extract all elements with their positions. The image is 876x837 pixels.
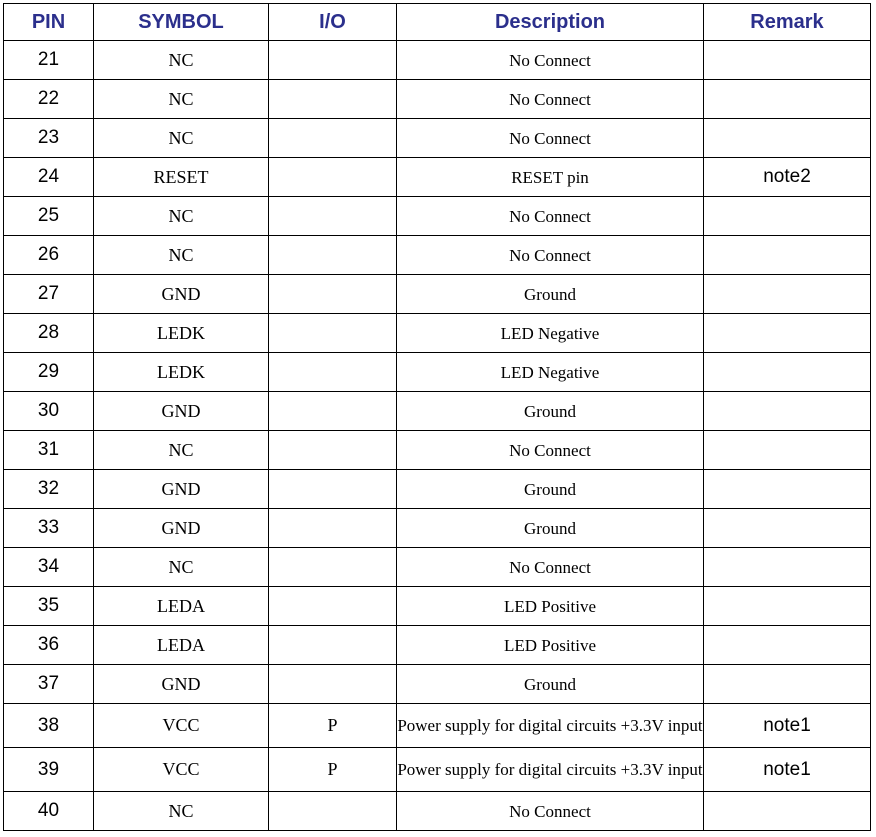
cell-description: No Connect (397, 792, 704, 831)
pin-definition-table (3, 3, 871, 831)
cell-remark (704, 626, 871, 665)
table-body (4, 41, 871, 831)
cell-io (269, 158, 397, 197)
cell-description: LED Negative (397, 314, 704, 353)
table-row (4, 792, 871, 831)
cell-io (269, 119, 397, 158)
cell-symbol: LEDK (94, 353, 269, 392)
cell-io (269, 548, 397, 587)
cell-remark (704, 470, 871, 509)
cell-remark: note1 (704, 704, 871, 748)
cell-symbol: GND (94, 665, 269, 704)
cell-description: No Connect (397, 236, 704, 275)
cell-symbol: GND (94, 275, 269, 314)
cell-symbol: GND (94, 392, 269, 431)
cell-remark (704, 792, 871, 831)
cell-remark (704, 80, 871, 119)
cell-description: RESET pin (397, 158, 704, 197)
cell-io (269, 275, 397, 314)
header-remark: Remark (704, 4, 871, 41)
cell-symbol: VCC (94, 748, 269, 792)
cell-description: No Connect (397, 80, 704, 119)
cell-remark (704, 548, 871, 587)
header-symbol: SYMBOL (94, 4, 269, 41)
table-row (4, 587, 871, 626)
cell-pin: 33 (4, 509, 94, 548)
cell-io (269, 80, 397, 119)
cell-symbol: NC (94, 431, 269, 470)
cell-pin: 37 (4, 665, 94, 704)
cell-description: Power supply for digital circuits +3.3V input (397, 748, 704, 792)
cell-pin: 40 (4, 792, 94, 831)
cell-description: Ground (397, 470, 704, 509)
table-row (4, 41, 871, 80)
table-row (4, 704, 871, 748)
cell-remark: note1 (704, 748, 871, 792)
cell-description: No Connect (397, 431, 704, 470)
cell-io (269, 236, 397, 275)
cell-description: Ground (397, 509, 704, 548)
table-row (4, 158, 871, 197)
header-io: I/O (269, 4, 397, 41)
table-row (4, 548, 871, 587)
cell-remark (704, 236, 871, 275)
cell-io (269, 41, 397, 80)
cell-description: No Connect (397, 119, 704, 158)
cell-symbol: LEDA (94, 587, 269, 626)
cell-symbol: GND (94, 509, 269, 548)
table-row (4, 626, 871, 665)
cell-remark (704, 587, 871, 626)
cell-io (269, 626, 397, 665)
cell-io: P (269, 748, 397, 792)
cell-pin: 27 (4, 275, 94, 314)
cell-pin: 23 (4, 119, 94, 158)
cell-symbol: RESET (94, 158, 269, 197)
cell-pin: 31 (4, 431, 94, 470)
cell-symbol: NC (94, 236, 269, 275)
cell-description: No Connect (397, 197, 704, 236)
cell-symbol: VCC (94, 704, 269, 748)
cell-pin: 25 (4, 197, 94, 236)
cell-io (269, 353, 397, 392)
cell-remark (704, 197, 871, 236)
cell-description: No Connect (397, 548, 704, 587)
cell-description: LED Positive (397, 587, 704, 626)
cell-io (269, 470, 397, 509)
header-pin: PIN (4, 4, 94, 41)
cell-io (269, 197, 397, 236)
cell-symbol: NC (94, 197, 269, 236)
table-row (4, 431, 871, 470)
cell-remark (704, 314, 871, 353)
cell-pin: 21 (4, 41, 94, 80)
cell-remark (704, 392, 871, 431)
cell-description: Power supply for digital circuits +3.3V input (397, 704, 704, 748)
cell-remark (704, 119, 871, 158)
cell-symbol: LEDK (94, 314, 269, 353)
cell-io (269, 431, 397, 470)
cell-pin: 32 (4, 470, 94, 509)
cell-remark (704, 353, 871, 392)
cell-description: LED Positive (397, 626, 704, 665)
table-row (4, 80, 871, 119)
table-row (4, 197, 871, 236)
cell-remark: note2 (704, 158, 871, 197)
cell-description: LED Negative (397, 353, 704, 392)
table-row (4, 392, 871, 431)
cell-io (269, 509, 397, 548)
table-header-row (4, 4, 871, 41)
cell-symbol: GND (94, 470, 269, 509)
cell-remark (704, 431, 871, 470)
table-row (4, 665, 871, 704)
cell-remark (704, 275, 871, 314)
table-row (4, 314, 871, 353)
table-row (4, 236, 871, 275)
cell-io (269, 792, 397, 831)
cell-symbol: NC (94, 80, 269, 119)
cell-pin: 28 (4, 314, 94, 353)
cell-remark (704, 509, 871, 548)
cell-io (269, 392, 397, 431)
cell-pin: 39 (4, 748, 94, 792)
table-row (4, 748, 871, 792)
table-row (4, 509, 871, 548)
cell-symbol: NC (94, 41, 269, 80)
cell-description: No Connect (397, 41, 704, 80)
cell-description: Ground (397, 665, 704, 704)
table-row (4, 470, 871, 509)
cell-symbol: LEDA (94, 626, 269, 665)
table-row (4, 353, 871, 392)
cell-pin: 38 (4, 704, 94, 748)
cell-io (269, 314, 397, 353)
table-row (4, 119, 871, 158)
cell-remark (704, 665, 871, 704)
cell-pin: 29 (4, 353, 94, 392)
cell-pin: 30 (4, 392, 94, 431)
cell-description: Ground (397, 392, 704, 431)
cell-pin: 36 (4, 626, 94, 665)
cell-symbol: NC (94, 792, 269, 831)
header-description: Description (397, 4, 704, 41)
cell-io: P (269, 704, 397, 748)
cell-symbol: NC (94, 548, 269, 587)
cell-remark (704, 41, 871, 80)
cell-pin: 24 (4, 158, 94, 197)
cell-description: Ground (397, 275, 704, 314)
cell-pin: 34 (4, 548, 94, 587)
cell-pin: 26 (4, 236, 94, 275)
cell-symbol: NC (94, 119, 269, 158)
table-row (4, 275, 871, 314)
cell-pin: 35 (4, 587, 94, 626)
cell-io (269, 665, 397, 704)
cell-io (269, 587, 397, 626)
cell-pin: 22 (4, 80, 94, 119)
